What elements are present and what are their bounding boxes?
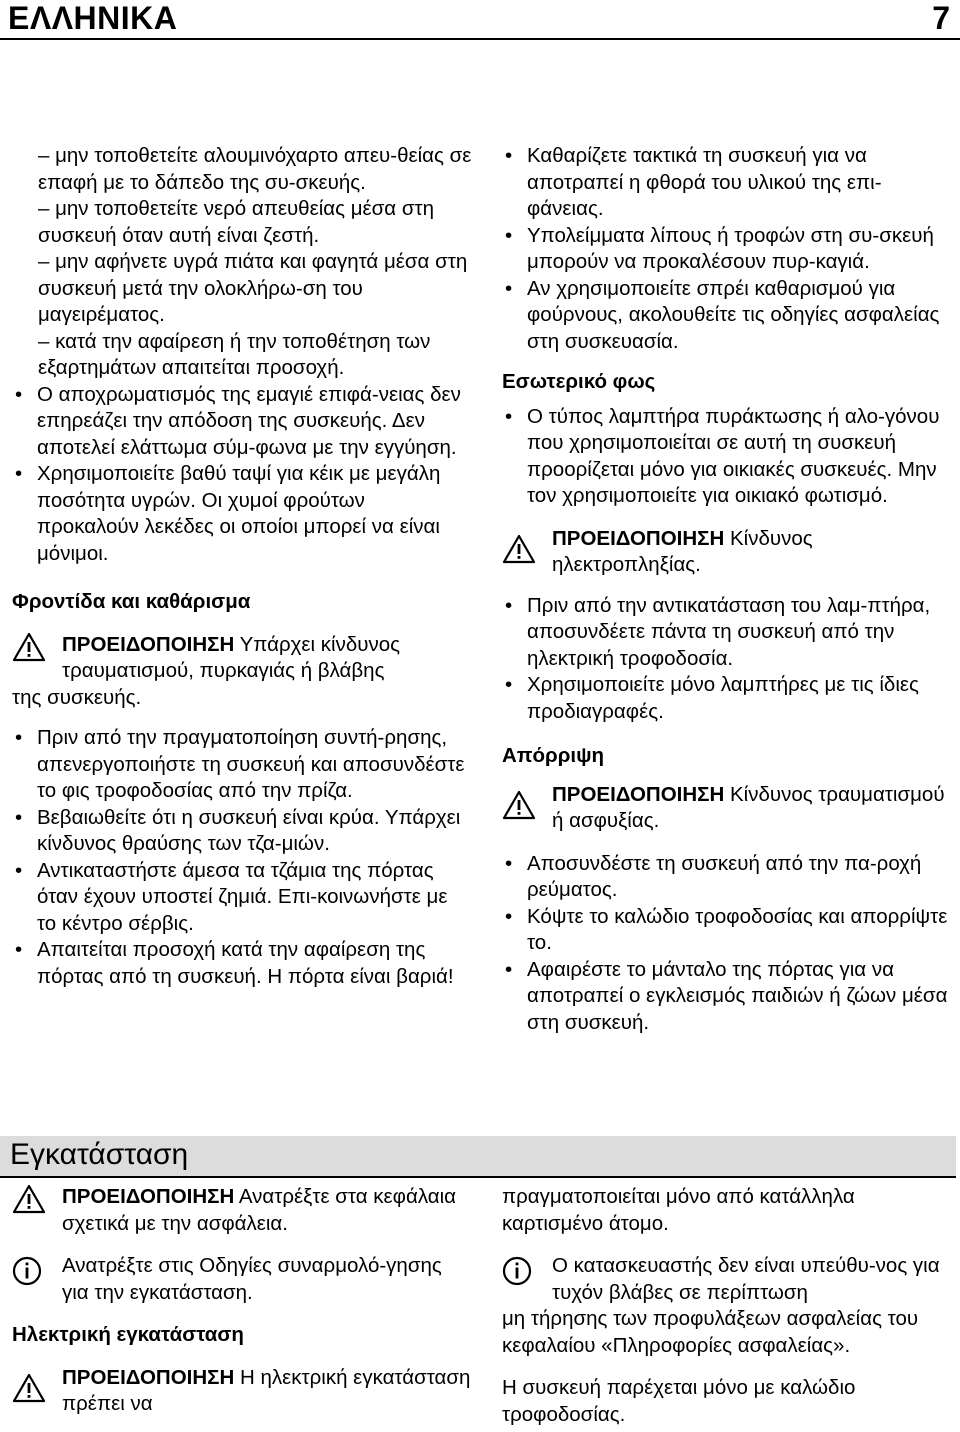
bullet-item: • Αντικαταστήστε άμεσα τα τζάμια της πόρτας όταν έχουν υποστεί ζημιά. Επι-κοινωνήστε με το κέντρο σέρβις. bbox=[12, 858, 472, 938]
bullet-item: • Πριν από την αντικατάσταση του λαμ-πτήρα, αποσυνδέετε πάντα τη συσκευή από την ηλεκτρική τροφοδοσία. bbox=[502, 593, 952, 673]
warning-triangle-icon bbox=[12, 1373, 46, 1403]
warning-text: Κίνδυνος ηλεκτροπληξίας. bbox=[552, 526, 813, 576]
warning-text-cont: της συσκευής. bbox=[12, 685, 142, 709]
bullet-item: • Χρησιμοποιείτε μόνο λαμπτήρες με τις ίδιες προδιαγραφές. bbox=[502, 672, 952, 725]
installation-warning bbox=[12, 1184, 472, 1237]
bullet-item: • Βεβαιωθείτε ότι η συσκευή είναι κρύα. Υπάρχει κίνδυνος θραύσης των τζα-μιών. bbox=[12, 805, 472, 858]
right-column-bottom bbox=[502, 1184, 952, 1428]
warning-label: ΠΡΟΕΙΔΟΠΟΙΗΣΗ bbox=[62, 632, 235, 656]
dash-item: – μην τοποθετείτε αλουμινόχαρτο απευ-θείας σε επαφή με το δάπεδο της συ-σκευής. bbox=[38, 144, 472, 194]
warning-label: ΠΡΟΕΙΔΟΠΟΙΗΣΗ bbox=[552, 782, 725, 806]
info-circle-icon bbox=[12, 1256, 42, 1286]
bullet-item: • Υπολείμματα λίπους ή τροφών στη συ-σκευή μπορούν να προκαλέσουν πυρ-καγιά. bbox=[502, 223, 952, 276]
warning-triangle-icon bbox=[502, 790, 536, 820]
bullet-item: • Κόψτε το καλώδιο τροφοδοσίας και απορρίψτε το. bbox=[502, 904, 952, 957]
electrical-warning-cont: πραγματοποιείται μόνο από κατάλληλα καρτισμένο άτομο. bbox=[502, 1185, 855, 1235]
disposal-heading: Απόρριψη bbox=[502, 744, 605, 767]
bullet-item: • Καθαρίζετε τακτικά τη συσκευή για να αποτραπεί η φθορά του υλικού της επι-φάνειας. bbox=[502, 143, 952, 223]
bullet-item: • Χρησιμοποιείτε βαθύ ταψί για κέικ με μεγάλη ποσότητα υγρών. Οι χυμοί φρούτων προκαλούν λεκέδες οι οποίοι μπορεί να είναι μόνιμοι. bbox=[12, 461, 472, 567]
warning-text: Ανατρέξτε στα κεφάλαια σχετικά με την ασφάλεια. bbox=[62, 1185, 457, 1235]
left-column-bottom bbox=[12, 1184, 472, 1418]
page-number: 7 bbox=[932, 0, 950, 36]
bullet-item: • Αν χρησιμοποιείτε σπρέι καθαρισμού για φούρνους, ακολουθείτε τις οδηγίες ασφαλείας στη συσκευασία. bbox=[502, 276, 952, 356]
cable-text: Η συσκευή παρέχεται μόνο με καλώδιο τροφοδοσίας. bbox=[502, 1376, 856, 1426]
warning-triangle-icon bbox=[12, 1184, 46, 1214]
electrical-heading: Ηλεκτρική εγκατάσταση bbox=[12, 1323, 244, 1346]
warning-label: ΠΡΟΕΙΔΟΠΟΙΗΣΗ bbox=[62, 1185, 235, 1208]
care-heading: Φροντίδα και καθάρισμα bbox=[12, 590, 251, 613]
dash-item: – μην αφήνετε υγρά πιάτα και φαγητά μέσα στη συσκευή μετά την ολοκλήρω-ση του μαγειρέματος. bbox=[38, 250, 468, 326]
dash-item: – μην τοποθετείτε νερό απευθείας μέσα στη συσκευή όταν αυτή είναι ζεστή. bbox=[38, 197, 435, 247]
bullet-item: • Αφαιρέστε το μάνταλο της πόρτας για να αποτραπεί ο εγκλεισμός παιδιών ή ζώων μέσα στη συσκευή. bbox=[502, 957, 952, 1037]
bullet-item: • Πριν από την πραγματοποίηση συντή-ρησης, απενεργοποιήστε τη συσκευή και αποσυνδέστε το φις τροφοδοσίας από την πρίζα. bbox=[12, 725, 472, 805]
light-warning bbox=[502, 526, 952, 579]
info-text: Ανατρέξτε στις Οδηγίες συναρμολό-γησης για την εγκατάσταση. bbox=[62, 1254, 442, 1304]
right-column-top bbox=[502, 143, 952, 1036]
warning-text: Η ηλεκτρική εγκατάσταση πρέπει να bbox=[62, 1365, 471, 1415]
warning-label: ΠΡΟΕΙΔΟΠΟΙΗΣΗ bbox=[62, 1365, 235, 1389]
bullet-item: • Αποσυνδέστε τη συσκευή από την πα-ροχή ρεύματος. bbox=[502, 851, 952, 904]
light-heading: Εσωτερικό φως bbox=[502, 370, 656, 393]
manufacturer-info bbox=[502, 1253, 952, 1359]
dash-item: – κατά την αφαίρεση ή την τοποθέτηση των εξαρτημάτων απαιτείται προσοχή. bbox=[38, 329, 431, 379]
warning-text: Κίνδυνος τραυματισμού ή ασφυξίας. bbox=[552, 782, 945, 832]
care-warning bbox=[12, 632, 472, 712]
disposal-warning bbox=[502, 782, 952, 835]
info-text-cont: μη τήρησης των προφυλάξεων ασφαλείας του κεφαλαίου «Πληροφορίες ασφαλείας». bbox=[502, 1307, 919, 1357]
section-banner bbox=[0, 1136, 956, 1178]
warning-text: Υπάρχει κίνδυνος τραυματισμού, πυρκαγιάς ή βλάβης bbox=[62, 632, 401, 682]
language-label: ΕΛΛΗΝΙΚΑ bbox=[8, 0, 178, 36]
info-circle-icon bbox=[502, 1256, 532, 1286]
left-column-top bbox=[12, 143, 472, 990]
warning-triangle-icon bbox=[502, 534, 536, 564]
electrical-warning bbox=[12, 1365, 472, 1418]
warning-triangle-icon bbox=[12, 632, 46, 662]
section-title: Εγκατάσταση bbox=[10, 1138, 189, 1171]
page-header bbox=[0, 0, 960, 40]
warning-label: ΠΡΟΕΙΔΟΠΟΙΗΣΗ bbox=[552, 526, 725, 550]
bullet-item: • Απαιτείται προσοχή κατά την αφαίρεση της πόρτας από τη συσκευή. Η πόρτα είναι βαριά! bbox=[12, 937, 472, 990]
info-text: Ο κατασκευαστής δεν είναι υπεύθυ-νος για τυχόν βλάβες σε περίπτωση bbox=[552, 1254, 940, 1304]
installation-info bbox=[12, 1253, 472, 1306]
bullet-item: • Ο αποχρωματισμός της εμαγιέ επιφά-νειας δεν επηρεάζει την απόδοση της συσκευής. Δεν αποτελεί ελάττωμα σύμ-φωνα με την εγγύηση. bbox=[12, 382, 472, 462]
bullet-item: • Ο τύπος λαμπτήρα πυράκτωσης ή αλο-γόνου που χρησιμοποιείται σε αυτή τη συσκευή προορίζεται μόνο για οικιακές συσκευές. Μην τον χρησιμοποιείτε για οικιακό φωτισμό. bbox=[502, 404, 952, 510]
